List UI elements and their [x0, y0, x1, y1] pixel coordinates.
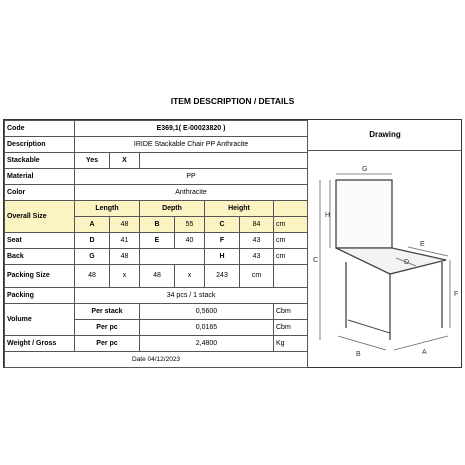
material-label: Material: [5, 169, 75, 185]
packing-size-length: 48: [75, 265, 110, 288]
dim-d-letter: D: [75, 233, 110, 249]
dim-h-value: 43: [240, 249, 274, 265]
dim-g-letter: G: [75, 249, 110, 265]
dim-line-a: [394, 336, 448, 350]
packing-size-x2: x: [175, 265, 205, 288]
date-value: Date 04/12/2023: [5, 352, 308, 368]
code-label: Code: [5, 121, 75, 137]
dim-f-letter: F: [205, 233, 240, 249]
letter-b: B: [356, 351, 361, 358]
chair-backrest: [336, 180, 392, 248]
overall-size-unit: cm: [274, 217, 308, 233]
seat-unit: cm: [274, 233, 308, 249]
packing-size-height: 243: [205, 265, 240, 288]
row-overall-size-header: [5, 201, 308, 217]
description-value: IRIDE Stackable Chair PP Anthracite: [75, 137, 308, 153]
stackable-empty: [140, 153, 308, 169]
volume-per-pc-unit: Cbm: [274, 320, 308, 336]
color-value: Anthracite: [75, 185, 308, 201]
dim-b-value: 55: [175, 217, 205, 233]
packing-size-label: Packing Size: [5, 265, 75, 288]
back-empty: [140, 249, 205, 265]
packing-label: Packing: [5, 288, 75, 304]
depth-label: Depth: [140, 201, 205, 217]
weight-per-pc-label: Per pc: [75, 336, 140, 352]
weight-label: Weight / Gross: [5, 336, 75, 352]
overall-size-label: Overall Size: [5, 201, 75, 233]
packing-size-unit: cm: [240, 265, 274, 288]
length-label: Length: [75, 201, 140, 217]
chair-rail: [348, 320, 390, 333]
overall-size-empty: [274, 201, 308, 217]
seat-label: Seat: [5, 233, 75, 249]
weight-unit: Kg: [274, 336, 308, 352]
row-packing-size: [5, 265, 308, 288]
row-date: [5, 352, 308, 368]
color-label: Color: [5, 185, 75, 201]
letter-h: H: [325, 212, 331, 219]
letter-f: F: [454, 291, 459, 298]
dim-f-value: 43: [240, 233, 274, 249]
back-label: Back: [5, 249, 75, 265]
letter-g: G: [362, 166, 368, 173]
drawing-title: Drawing: [308, 120, 462, 151]
row-back: [5, 249, 308, 265]
dim-g-value: 48: [110, 249, 140, 265]
chair-outline: [336, 180, 446, 340]
letter-d: D: [404, 259, 410, 266]
letter-e: E: [420, 241, 425, 248]
dim-e-value: 40: [175, 233, 205, 249]
volume-per-stack-unit: Cbm: [274, 304, 308, 320]
letter-a: A: [422, 349, 427, 356]
material-value: PP: [75, 169, 308, 185]
row-material: [5, 169, 308, 185]
page-title: ITEM DESCRIPTION / DETAILS: [170, 96, 295, 106]
row-color: [5, 185, 308, 201]
row-weight: [5, 336, 308, 352]
dim-e-letter: E: [140, 233, 175, 249]
dim-line-b: [338, 336, 386, 350]
row-packing: [5, 288, 308, 304]
dim-a-value: 48: [110, 217, 140, 233]
volume-per-pc-value: 0,0165: [140, 320, 274, 336]
weight-per-pc-value: 2,4800: [140, 336, 274, 352]
drawing-panel: [307, 120, 462, 367]
volume-label: Volume: [5, 304, 75, 336]
back-unit: cm: [274, 249, 308, 265]
spec-sheet: [3, 119, 462, 368]
row-seat: [5, 233, 308, 249]
volume-per-pc-label: Per pc: [75, 320, 140, 336]
row-code: [5, 121, 308, 137]
row-stackable: [5, 153, 308, 169]
chair-drawing: [308, 150, 462, 367]
volume-per-stack-value: 0,5600: [140, 304, 274, 320]
dim-b-letter: B: [140, 217, 175, 233]
dim-h-letter: H: [205, 249, 240, 265]
packing-size-depth: 48: [140, 265, 175, 288]
row-volume-stack: [5, 304, 308, 320]
dim-c-value: 84: [240, 217, 274, 233]
packing-value: 34 pcs / 1 stack: [75, 288, 308, 304]
stackable-mark: X: [110, 153, 140, 169]
volume-per-stack-label: Per stack: [75, 304, 140, 320]
description-label: Description: [5, 137, 75, 153]
code-value: E369,1( E-00023820 ): [75, 121, 308, 137]
height-label: Height: [205, 201, 274, 217]
stackable-yes: Yes: [75, 153, 110, 169]
row-description: [5, 137, 308, 153]
packing-size-empty: [274, 265, 308, 288]
packing-size-x1: x: [110, 265, 140, 288]
letter-c: C: [313, 257, 319, 264]
dim-d-value: 41: [110, 233, 140, 249]
dim-c-letter: C: [205, 217, 240, 233]
dim-a-letter: A: [75, 217, 110, 233]
stackable-label: Stackable: [5, 153, 75, 169]
spec-table: [4, 120, 308, 368]
